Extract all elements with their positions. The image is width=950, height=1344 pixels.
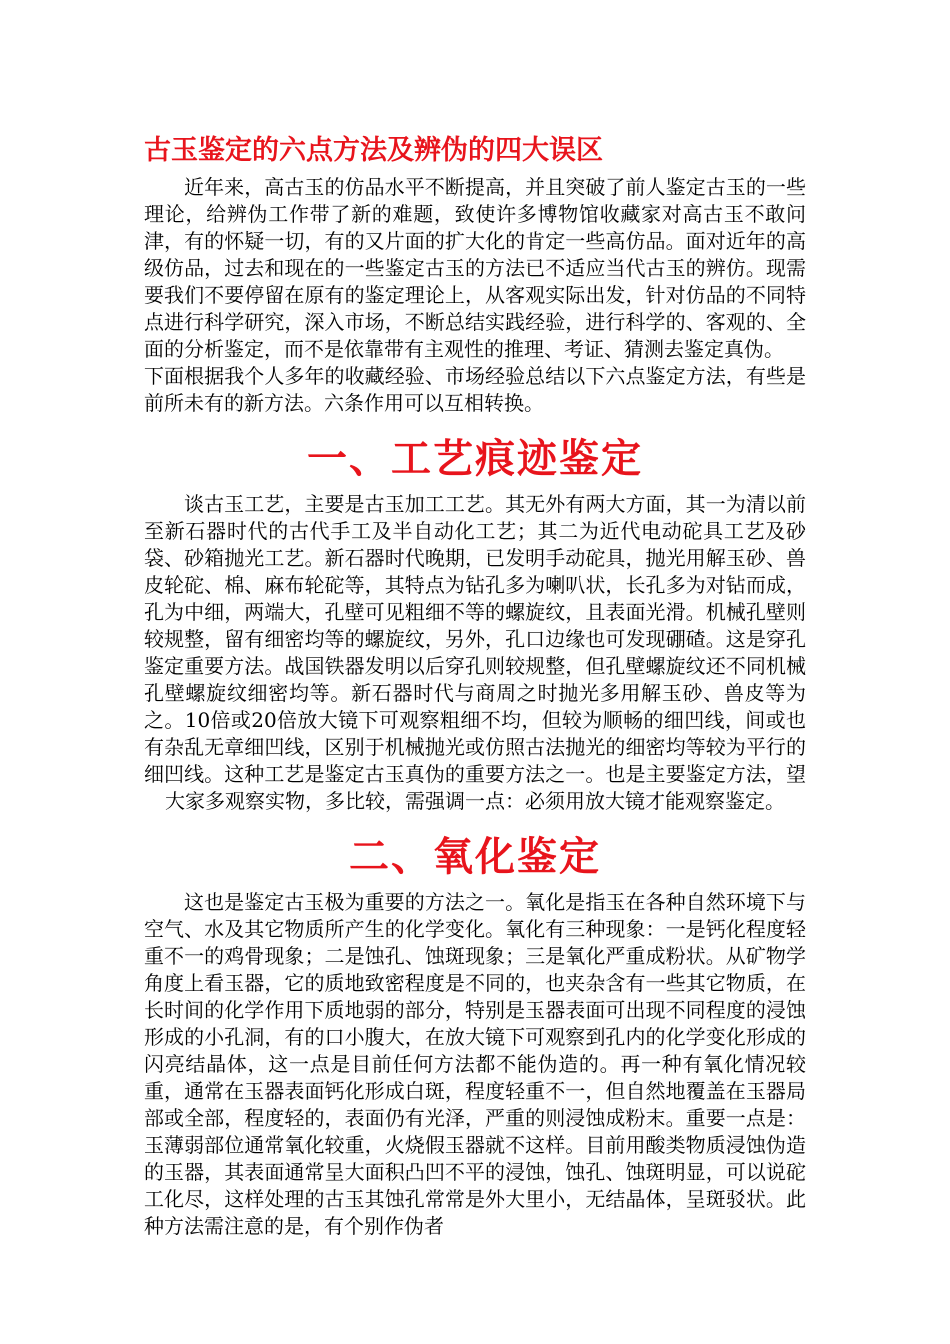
section-body-oxidation: 这也是鉴定古玉极为重要的方法之一。氧化是指玉在各种自然环境下与空气、水及其它物质所产生的化学变化。氧化有三种现象：一是钙化程度轻重不一的鸡骨现象；二是蚀孔、蚀斑现象；三是氧化严重成粉状。从矿物学角度上看玉器，它的质地致密程度是不同的，也夹杂含有一些其它物质，在长时间的化学作用下质地弱的部分，特别是玉器表面可出现不同程度的浸蚀形成的小孔洞，有的口小腹大，在放大镜下可观察到孔内的化学变化形成的闪亮结晶体，这一点是目前任何方法都不能伪造的。再一种有氧化情况较重，通常在玉器表面钙化形成白斑，程度轻重不一，但自然地覆盖在玉器局部或全部，程度轻的，表面仍有光泽，严重的则浸蚀成粉末。重要一点是：玉薄弱部位通常氧化较重，火烧假玉器就不这样。目前用酸类物质浸蚀伪造的玉器，其表面通常呈大面积凸凹不平的浸蚀，蚀孔、蚀斑明显，可以说砣工化尽，这样处理的古玉其蚀孔常常是外大里小，无结晶体，呈斑驳状。此种方法需注意的是，有个别作伪者 — [144, 890, 806, 1238]
section-heading-craft-traces: 一、工艺痕迹鉴定 — [307, 435, 643, 482]
section-heading-oxidation: 二、氧化鉴定 — [349, 833, 601, 880]
section-body-craft-traces: 谈古玉工艺，主要是古玉加工工艺。其无外有两大方面，其一为清以前至新石器时代的古代手工及半自动化工艺；其二为近代电动砣具工艺及砂袋、砂箱抛光工艺。新石器时代晚期，已发明手动砣具，抛光用解玉砂、兽皮轮砣、棉、麻布轮砣等，其特点为钻孔多为喇叭状，长孔多为对钻而成，孔为中细，两端大，孔壁可见粗细不等的螺旋纹，且表面光滑。机械孔壁则较规整，留有细密均等的螺旋纹，另外，孔口边缘也可发现硼碴。这是穿孔鉴定重要方法。战国铁器发明以后穿孔则较规整，但孔壁螺旋纹还不同机械孔壁螺旋纹细密均等。新石器时代与商周之时抛光多用解玉砂、兽皮等为之。10倍或20倍放大镜下可观察粗细不均，但较为顺畅的细凹线，间或也有杂乱无章细凹线，区别于机械抛光或仿照古法抛光的细密均等较为平行的细凹线。这种工艺是鉴定古玉真伪的重要方法之一。也是主要鉴定方法，望大家多观察实物，多比较，需强调一点：必须用放大镜才能观察鉴定。 — [144, 492, 806, 813]
document-page — [144, 132, 806, 1240]
intro-paragraph-1: 近年来，高古玉的仿品水平不断提高，并且突破了前人鉴定古玉的一些理论，给辨伪工作带了新的难题，致使许多博物馆收藏家对高古玉不敢问津，有的怀疑一切，有的又片面的扩大化的肯定一些高仿品。面对近年的高级仿品，过去和现在的一些鉴定古玉的方法已不适应当代古玉的辨仿。现需要我们不要停留在原有的鉴定理论上，从客观实际出发，针对仿品的不同特点进行科学研究，深入市场，不断总结实践经验，进行科学的、客观的、全面的分析鉴定，而不是依靠带有主观性的推理、考证、猜测去鉴定真伪。 — [144, 175, 806, 361]
intro-paragraph-2: 下面根据我个人多年的收藏经验、市场经验总结以下六点鉴定方法，有些是前所未有的新方法。六条作用可以互相转换。 — [144, 364, 806, 415]
document-title: 古玉鉴定的六点方法及辨伪的四大误区 — [144, 135, 603, 166]
